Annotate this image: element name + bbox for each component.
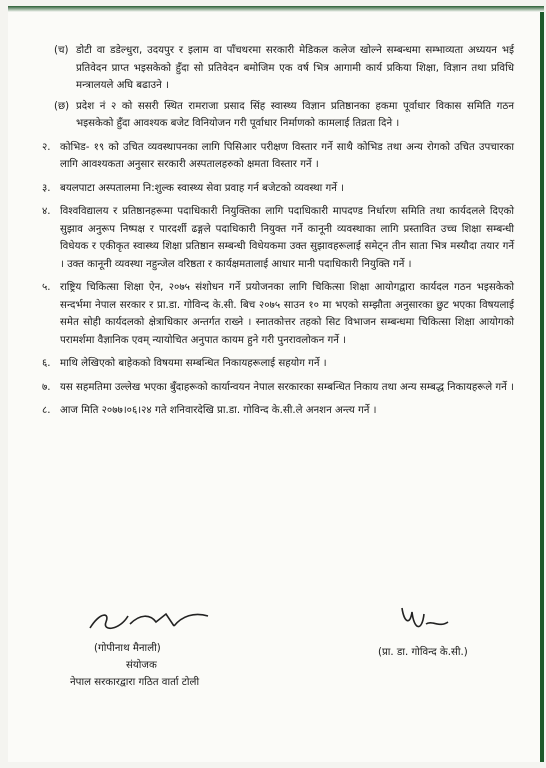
- subitem-text: प्रदेश नं २ को ससरी स्थित रामराजा प्रसाद सिंह स्वास्थ्य विज्ञान प्रतिष्ठानका हकमा पूर्वाधार विकास समिति गठन भइसकेको हुँदा आवश्यक बजेट विनियोजन गरी पूर्वाधार निर्माणको कामलाई तिव्रता दिने ।: [76, 100, 514, 129]
- subitem-text: डोटी वा डडेल्धुरा, उदयपुर र इलाम वा पाँचथरमा सरकारी मेडिकल कलेज खोल्ने सम्बन्धमा सम्भाव्यता अध्ययन भई प्रतिवेदन प्राप्त भइसकेको हुँदा सो प्रतिवेदन बमोजिम एक वर्ष भित्र आगामी कार्य प्रकिया शिक्षा, विज्ञान तथा प्रविधि मन्त्रालयले अघि बढाउने ।: [76, 45, 514, 91]
- signatory-role: संयोजक: [126, 660, 157, 671]
- clause-8: [42, 402, 514, 420]
- clause-7: [42, 379, 514, 397]
- clause-4: [42, 203, 514, 273]
- clause-number: ८.: [42, 405, 51, 416]
- clause-text: माथि लेखिएको बाहेकको विषयमा सम्बन्धित निकायहरूलाई सहयोग गर्ने ।: [60, 358, 327, 369]
- clause-text: राष्ट्रिय चिकित्सा शिक्षा ऐन, २०७५ संशोधन गर्ने प्रयोजनका लागि चिकित्सा शिक्षा आयोगद्वारा कार्यदल गठन भइसकेको सन्दर्भमा नेपाल सरकार र प्रा.डा. गोविन्द के.सी. बिच २०७५ साउन १० मा भएको सम्झौता अनुसारका छुट भएका विषयलाई समेत सोही कार्यदलको क्षेत्राधिकार अन्तर्गत राख्ने । स्नातकोत्तर तहको सिट विभाजन सम्बन्धमा चिकित्सा शिक्षा आयोगको परामर्शमा वैज्ञानिक एवम् न्यायोचित अनुपात कायम हुने गरी पुनरावलोकन गर्ने ।: [60, 282, 514, 346]
- signature-block-kc: [378, 602, 528, 661]
- signatory-org: नेपाल सरकारद्वारा गठित वार्ता टोली: [70, 677, 200, 688]
- clause-text: आज मिति २०७७।०६।२४ गते शनिवारदेखि प्रा.डा. गोविन्द के.सी.ले अनशन अन्त्य गर्ने ।: [60, 405, 377, 416]
- clause-3: [42, 180, 514, 198]
- clause-5: [42, 279, 514, 349]
- subitem-cha: [42, 42, 514, 95]
- clause-2: [42, 139, 514, 174]
- signatory-name: (प्रा. डा. गोविन्द के.सी.): [378, 647, 468, 658]
- clause-number: ५.: [42, 282, 51, 293]
- clause-number: २.: [42, 141, 51, 153]
- subitem-label: (च): [54, 45, 69, 56]
- clause-number: ४.: [42, 206, 51, 217]
- handwritten-signature: [396, 602, 456, 636]
- clause-number: ६.: [42, 358, 51, 369]
- signature-block-govt: [70, 608, 250, 691]
- clause-text: यस सहमतिमा उल्लेख भएका बुँदाहरूको कार्यान्वयन नेपाल सरकारका सम्बन्धित निकाय तथा अन्य सम्बद्ध निकायहरूले गर्ने ।: [60, 381, 514, 393]
- subitem-label: (छ): [54, 100, 70, 112]
- clause-number: ७.: [42, 381, 51, 393]
- clause-text: कोभिड- १९ को उचित व्यवस्थापनका लागि पिसिआर परीक्षण विस्तार गर्ने साथै कोभिड तथा अन्य रोगको उचित उपचारका लागि आवश्यकता अनुसार सरकारी अस्पतालहरुको क्षमता विस्तार गर्ने ।: [60, 141, 514, 170]
- clause-number: ३.: [42, 182, 51, 194]
- agreement-body: [42, 42, 514, 426]
- clause-text: विश्वविद्यालय र प्रतिष्ठानहरूमा पदाधिकारी नियुक्तिका लागि पदाधिकारी मापदण्ड निर्धारण समिति तथा कार्यदलले दिएको सुझाव अनुरूप निष्पक्ष र पारदर्शी ढङ्गले पदाधिकारी नियुक्त गर्ने कानूनी व्यवस्थाका लागि प्रस्तावित उच्च शिक्षा सम्बन्धी विधेयक र एकीकृत स्वास्थ्य शिक्षा प्रतिष्ठान सम्बन्धी विधेयकमा उक्त सुझावहरूलाई समेट्न तीन साता भित्र मस्यौदा तयार गर्ने । उक्त कानूनी व्यवस्था नहुन्जेल वरिष्ठता र कार्यक्षमतालाई आधार मानी पदाधिकारी नियुक्ति गर्ने ।: [60, 206, 514, 270]
- subitem-chha: [42, 98, 514, 133]
- handwritten-signature: [70, 608, 220, 634]
- document-page: [8, 6, 544, 762]
- clause-6: [42, 355, 514, 373]
- signatory-name: (गोपीनाथ मैनाली): [94, 643, 161, 654]
- clause-text: बयलपाटा अस्पतालमा नि:शुल्क स्वास्थ्य सेवा प्रवाह गर्न बजेटको व्यवस्था गर्ने ।: [60, 182, 345, 194]
